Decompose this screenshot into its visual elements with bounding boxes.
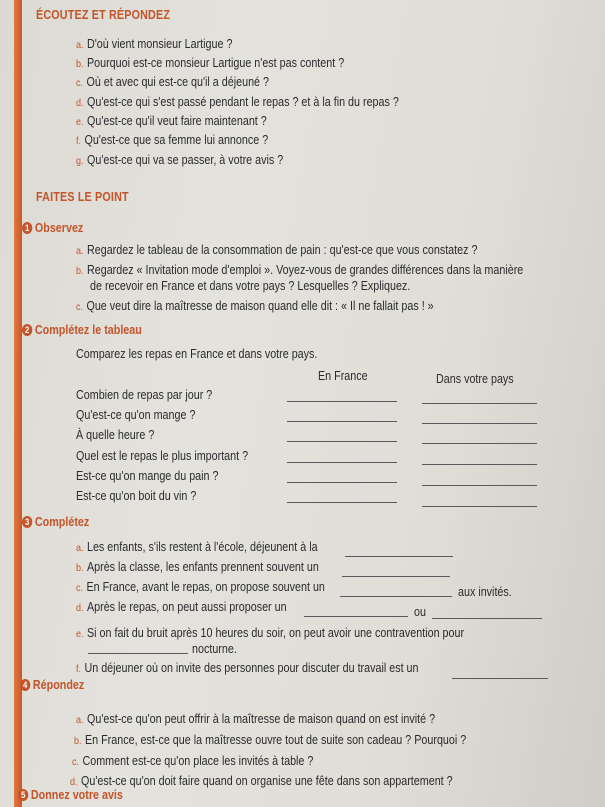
completez-item-e bbox=[76, 626, 464, 640]
completez-item-c bbox=[76, 580, 325, 594]
item-text: Que veut dire la maîtresse de maison quand elle dit : « Il ne fallait pas ! » bbox=[86, 299, 434, 313]
answer-blank-c[interactable] bbox=[340, 596, 452, 597]
item-text: Un déjeuner où on invite des personnes pour discuter du travail est un bbox=[84, 661, 419, 675]
item-text: Qu'est-ce que sa femme lui annonce ? bbox=[84, 133, 269, 147]
tableau-row-label: Qu'est-ce qu'on mange ? bbox=[76, 408, 196, 422]
section-title-observez: Observez bbox=[34, 221, 84, 235]
item-text: Si on fait du bruit après 10 heures du soir, on peut avoir une contravention pour bbox=[86, 626, 465, 640]
ecoutez-item-e bbox=[76, 114, 267, 128]
ecoutez-item-b bbox=[76, 56, 344, 70]
item-letter: g. bbox=[76, 155, 84, 167]
section-number-badge: 2 bbox=[22, 324, 32, 336]
item-letter: c. bbox=[76, 77, 84, 89]
section-number-badge: 3 bbox=[22, 516, 32, 528]
answer-blank-france-4[interactable] bbox=[287, 462, 397, 463]
repondez-item-d bbox=[70, 774, 453, 788]
completez-item-a bbox=[76, 540, 318, 554]
section-number-badge: 1 bbox=[22, 222, 32, 234]
item-text: Qu'est-ce qui va se passer, à votre avis ? bbox=[86, 153, 284, 167]
section-title-tableau: Complétez le tableau bbox=[34, 323, 142, 337]
item-letter: a. bbox=[76, 39, 84, 51]
item-text: Qu'est-ce qu'il veut faire maintenant ? bbox=[86, 114, 267, 128]
answer-blank-pays-4[interactable] bbox=[422, 464, 537, 465]
tableau-row-label: À quelle heure ? bbox=[76, 428, 155, 442]
answer-blank-f[interactable] bbox=[452, 678, 548, 679]
item-text: Les enfants, s'ils restent à l'école, déjeunent à la bbox=[86, 540, 318, 554]
section-repondez bbox=[20, 678, 84, 692]
answer-blank-a[interactable] bbox=[345, 556, 453, 557]
section-completez bbox=[22, 515, 89, 529]
section-title-completez: Complétez bbox=[34, 515, 90, 529]
repondez-item-c bbox=[72, 754, 313, 768]
item-text: En France, avant le repas, on propose souvent un bbox=[86, 580, 325, 594]
item-text: Après la classe, les enfants prennent souvent un bbox=[86, 560, 319, 574]
column-header-france: En France bbox=[318, 369, 368, 383]
item-letter: b. bbox=[76, 562, 84, 574]
section-title-faites: FAITES LE POINT bbox=[36, 190, 129, 204]
observez-item-b bbox=[76, 263, 523, 277]
completez-nocturne: nocturne. bbox=[192, 642, 237, 656]
ecoutez-item-a bbox=[76, 37, 232, 51]
section-number-badge: 5 bbox=[18, 789, 28, 801]
section-number-badge: 4 bbox=[20, 679, 30, 691]
tableau-row-label: Est-ce qu'on boit du vin ? bbox=[76, 489, 197, 503]
repondez-item-a bbox=[76, 712, 435, 726]
answer-blank-pays-1[interactable] bbox=[422, 403, 537, 404]
item-text: de recevoir en France et dans votre pays ? Lesquelles ? Expliquez. bbox=[90, 279, 411, 293]
answer-blank-pays-5[interactable] bbox=[422, 485, 537, 486]
ecoutez-item-f bbox=[76, 133, 268, 147]
ecoutez-item-c bbox=[76, 75, 269, 89]
repondez-item-b bbox=[74, 733, 466, 747]
completez-aux-invites: aux invités. bbox=[458, 585, 512, 599]
item-letter: d. bbox=[76, 97, 84, 109]
item-letter: b. bbox=[76, 58, 84, 70]
item-letter: c. bbox=[72, 756, 80, 768]
item-letter: d. bbox=[76, 602, 84, 614]
item-text: Pourquoi est-ce monsieur Lartigue n'est pas content ? bbox=[86, 56, 345, 70]
item-text: Après le repas, on peut aussi proposer un bbox=[86, 600, 287, 614]
answer-blank-e[interactable] bbox=[88, 653, 188, 654]
ecoutez-item-g bbox=[76, 153, 283, 167]
observez-item-c bbox=[76, 299, 434, 313]
observez-item-a bbox=[76, 243, 477, 257]
tableau-row-label: Quel est le repas le plus important ? bbox=[76, 449, 249, 463]
item-letter: e. bbox=[76, 628, 84, 640]
item-letter: f. bbox=[76, 135, 82, 147]
item-text: Qu'est-ce qui s'est passé pendant le repas ? et à la fin du repas ? bbox=[86, 95, 399, 109]
answer-blank-france-2[interactable] bbox=[287, 421, 397, 422]
column-header-pays: Dans votre pays bbox=[436, 372, 514, 386]
answer-blank-pays-3[interactable] bbox=[422, 443, 537, 444]
section-observez bbox=[22, 221, 83, 235]
item-letter: a. bbox=[76, 542, 84, 554]
item-text: En France, est-ce que la maîtresse ouvre tout de suite son cadeau ? Pourquoi ? bbox=[84, 733, 467, 747]
answer-blank-france-3[interactable] bbox=[287, 441, 397, 442]
answer-blank-d2[interactable] bbox=[432, 618, 542, 619]
completez-item-f bbox=[76, 661, 419, 675]
item-letter: a. bbox=[76, 714, 84, 726]
item-letter: b. bbox=[76, 265, 84, 277]
item-text: Qu'est-ce qu'on peut offrir à la maîtresse de maison quand on est invité ? bbox=[86, 712, 436, 726]
item-letter: c. bbox=[76, 582, 84, 594]
completez-item-b bbox=[76, 560, 319, 574]
item-letter: e. bbox=[76, 116, 84, 128]
observez-item-b-cont bbox=[90, 279, 410, 293]
section-avis bbox=[18, 788, 123, 802]
section-title-repondez: Répondez bbox=[32, 678, 85, 692]
section-tableau bbox=[22, 323, 142, 337]
answer-blank-france-6[interactable] bbox=[287, 502, 397, 503]
item-letter: f. bbox=[76, 663, 82, 675]
item-text: Regardez le tableau de la consommation de pain : qu'est-ce que vous constatez ? bbox=[86, 243, 478, 257]
tableau-row-label: Est-ce qu'on mange du pain ? bbox=[76, 469, 219, 483]
completez-ou: ou bbox=[414, 605, 426, 619]
section-title-ecoutez: ÉCOUTEZ ET RÉPONDEZ bbox=[36, 8, 171, 22]
item-text: Comment est-ce qu'on place les invités à table ? bbox=[82, 754, 314, 768]
tableau-row-label: Combien de repas par jour ? bbox=[76, 388, 213, 402]
item-letter: b. bbox=[74, 735, 82, 747]
answer-blank-b[interactable] bbox=[342, 576, 450, 577]
answer-blank-pays-2[interactable] bbox=[422, 423, 537, 424]
answer-blank-d1[interactable] bbox=[304, 616, 408, 617]
tableau-intro: Comparez les repas en France et dans votre pays. bbox=[76, 347, 318, 361]
answer-blank-france-1[interactable] bbox=[287, 401, 397, 402]
item-letter: c. bbox=[76, 301, 84, 313]
completez-item-d bbox=[76, 600, 287, 614]
answer-blank-pays-6[interactable] bbox=[422, 506, 537, 507]
item-letter: d. bbox=[70, 776, 78, 788]
ecoutez-item-d bbox=[76, 95, 399, 109]
answer-blank-france-5[interactable] bbox=[287, 482, 397, 483]
item-text: Qu'est-ce qu'on doit faire quand on organise une fête dans son appartement ? bbox=[80, 774, 453, 788]
item-letter: a. bbox=[76, 245, 84, 257]
item-text: D'où vient monsieur Lartigue ? bbox=[86, 37, 233, 51]
item-text: Où et avec qui est-ce qu'il a déjeuné ? bbox=[86, 75, 270, 89]
item-text: Regardez « Invitation mode d'emploi ». Voyez-vous de grandes différences dans la manière bbox=[86, 263, 524, 277]
section-title-avis: Donnez votre avis bbox=[30, 788, 123, 802]
